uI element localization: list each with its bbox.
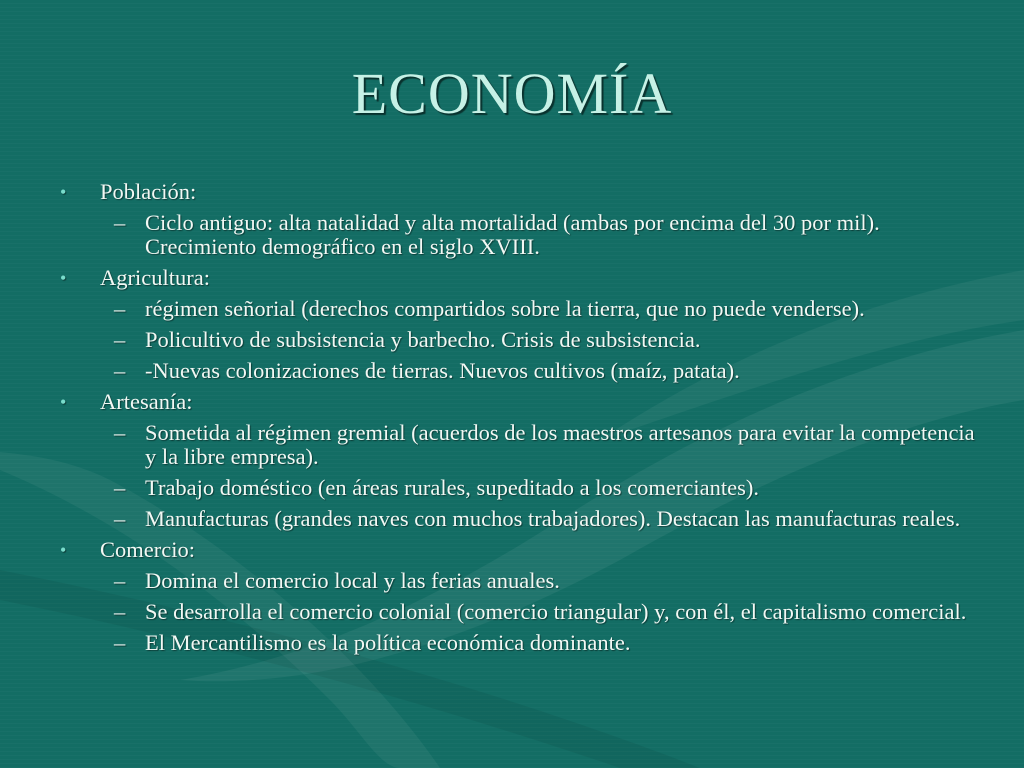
dash-icon: – <box>114 475 126 500</box>
dash-icon: – <box>114 599 126 624</box>
section-heading: Agricultura: <box>100 265 210 290</box>
dash-icon: – <box>114 630 126 655</box>
dash-icon: – <box>114 506 126 531</box>
slide-content <box>60 180 980 662</box>
slide-title: ECONOMÍA <box>351 61 673 126</box>
dash-icon: – <box>114 568 126 593</box>
list-item <box>100 328 980 352</box>
dash-icon: – <box>114 327 126 352</box>
sub-list <box>100 421 980 531</box>
dash-icon: – <box>114 358 126 383</box>
dash-icon: – <box>114 420 126 445</box>
sub-list <box>100 211 980 259</box>
section-heading: Comercio: <box>100 537 195 562</box>
bullet-icon: • <box>60 392 67 412</box>
section-list <box>60 180 980 655</box>
dash-icon: – <box>114 296 126 321</box>
sub-list <box>100 569 980 655</box>
list-item-text: Trabajo doméstico (en áreas rurales, supeditado a los comerciantes). <box>145 475 759 500</box>
section-poblacion <box>60 180 980 259</box>
list-item <box>100 507 980 531</box>
list-item <box>100 421 980 469</box>
list-item-text: Se desarrolla el comercio colonial (comercio triangular) y, con él, el capitalismo comercial. <box>145 599 967 624</box>
section-heading: Población: <box>100 179 197 204</box>
list-item-text: -Nuevas colonizaciones de tierras. Nuevos cultivos (maíz, patata). <box>145 358 740 383</box>
list-item <box>100 297 980 321</box>
dash-icon: – <box>114 210 126 235</box>
list-item-text: Policultivo de subsistencia y barbecho. Crisis de subsistencia. <box>145 327 701 352</box>
list-item-text: régimen señorial (derechos compartidos sobre la tierra, que no puede venderse). <box>145 296 865 321</box>
section-agricultura <box>60 266 980 383</box>
list-item-text: El Mercantilismo es la política económica dominante. <box>145 630 631 655</box>
list-item <box>100 631 980 655</box>
bullet-icon: • <box>60 540 67 560</box>
list-item <box>100 600 980 624</box>
list-item-text: Ciclo antiguo: alta natalidad y alta mortalidad (ambas por encima del 30 por mil). Crecimiento demográfico en el siglo XVIII. <box>145 210 880 259</box>
list-item <box>100 211 980 259</box>
section-comercio <box>60 538 980 655</box>
section-heading: Artesanía: <box>100 389 193 414</box>
list-item-text: Sometida al régimen gremial (acuerdos de los maestros artesanos para evitar la competencia y la libre empresa). <box>145 420 975 469</box>
list-item <box>100 476 980 500</box>
section-artesania <box>60 390 980 531</box>
list-item-text: Manufacturas (grandes naves con muchos trabajadores). Destacan las manufacturas reales. <box>145 506 961 531</box>
sub-list <box>100 297 980 383</box>
bullet-icon: • <box>60 268 67 288</box>
list-item-text: Domina el comercio local y las ferias anuales. <box>145 568 560 593</box>
bullet-icon: • <box>60 182 67 202</box>
list-item <box>100 569 980 593</box>
list-item <box>100 359 980 383</box>
